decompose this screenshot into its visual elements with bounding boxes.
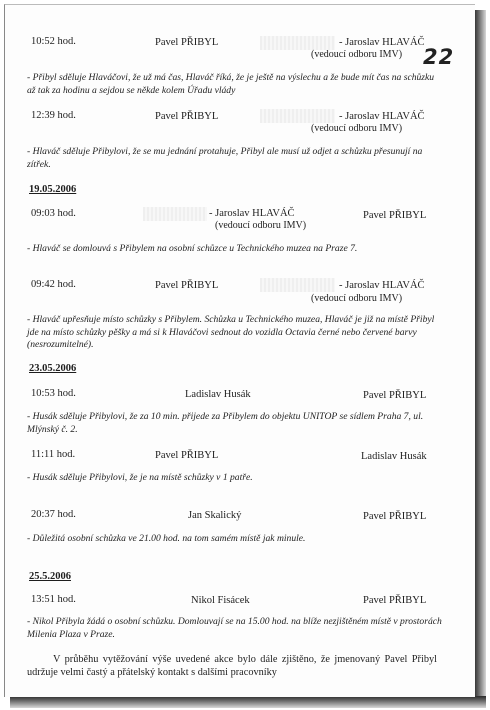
redaction: [260, 109, 335, 123]
entry-recipient: Pavel PŘIBYL: [363, 595, 427, 606]
entry-note: - Přibyl sděluje Hlaváčovi, že už má čas, Hlaváč říká, že je ještě na výslechu a že bude mít čas na schůzku až tak za hodinu a sejdou se někde kolem Úřadu vlády: [27, 72, 435, 96]
entry-caller: Pavel PŘIBYL: [155, 37, 219, 48]
section-date: 25.5.2006: [29, 571, 71, 582]
entry-caller: Pavel PŘIBYL: [155, 450, 219, 461]
entry-note: - Husák sděluje Přibylovi, že za 10 min. přijede za Přibylem do objektu UNITOP se sídlem Praha 7, ul. Mlýnský č. 2.: [27, 411, 424, 435]
entry-recipient: - Jaroslav HLAVÁČ: [339, 280, 425, 291]
section-date: 19.05.2006: [29, 184, 77, 195]
entry-time: 12:39 hod.: [31, 110, 76, 121]
entry-caller: Nikol Fisácek: [191, 595, 250, 606]
entry-time: 09:42 hod.: [31, 279, 76, 290]
entry-note: - Hlaváč se domlouvá s Přibylem na osobní schůzce u Technického muzea na Praze 7.: [27, 243, 358, 254]
redaction: [260, 36, 335, 50]
entry-recipient: Pavel PŘIBYL: [363, 390, 427, 401]
entry-time: 20:37 hod.: [31, 509, 76, 520]
entry-recipient: Pavel PŘIBYL: [363, 210, 427, 221]
entry-recipient: - Jaroslav HLAVÁČ: [339, 111, 425, 122]
page-number: 22: [423, 45, 455, 69]
entry-time: 13:51 hod.: [31, 594, 76, 605]
entry-recipient: Ladislav Husák: [361, 451, 427, 462]
entry-note: - Nikol Přibyla žádá o osobní schůzku. Domlouvají se na 15.00 hod. na blíže nezjištěném místě v prostorách Milenia Plaza v Praze.: [27, 616, 442, 640]
redaction: [260, 278, 335, 292]
closing-paragraph: V průběhu vytěžování výše uvedené akce bylo dále zjištěno, že jmenovaný Pavel Přibyl udržuje velmi častý a přátelský kontakt s dalšími pracovníky: [27, 654, 437, 678]
entry-recipient: - Jaroslav HLAVÁČ: [339, 37, 425, 48]
entry-caller: Ladislav Husák: [185, 389, 251, 400]
entry-caller: Pavel PŘIBYL: [155, 280, 219, 291]
entry-caller: Jan Skalický: [188, 510, 242, 521]
entry-recipient-role: (vedoucí odboru IMV): [311, 49, 403, 60]
entry-time: 10:52 hod.: [31, 36, 76, 47]
entry-time: 10:53 hod.: [31, 388, 76, 399]
entry-recipient-role: (vedoucí odboru IMV): [311, 293, 403, 304]
entry-note: - Hlaváč sděluje Přibylovi, že se mu jednání protahuje, Přibyl ale musí už odjet a schůzku přesunují na zítřek.: [27, 146, 423, 170]
entry-time: 09:03 hod.: [31, 208, 76, 219]
entry-note: - Hlaváč upřesňuje místo schůzky s Přibylem. Schůzka u Technického muzea, Hlaváč je již na místě Přibyl jde na místo schůzky pěšky a má si k Hlaváčovi sednout do vozidla Octavia černé nebo červené barvy (nesrozumitelné).: [27, 314, 435, 351]
entry-time: 11:11 hod.: [31, 449, 76, 460]
entry-caller: - Jaroslav HLAVÁČ: [209, 208, 295, 219]
section-date: 23.05.2006: [29, 363, 77, 374]
entry-note: - Důležitá osobní schůzka ve 21.00 hod. na tom samém místě jak minule.: [27, 533, 306, 544]
entry-caller: Pavel PŘIBYL: [155, 111, 219, 122]
document-page: [4, 4, 475, 697]
entry-note: - Husák sděluje Přibylovi, že je na místě schůzky v 1 patře.: [27, 472, 253, 483]
page-shadow-right: [474, 10, 486, 704]
entry-recipient-role: (vedoucí odboru IMV): [311, 123, 403, 134]
entry-caller-role: (vedoucí odboru IMV): [215, 220, 307, 231]
page-shadow-bottom: [10, 696, 486, 708]
entry-recipient: Pavel PŘIBYL: [363, 511, 427, 522]
redaction: [143, 207, 207, 221]
